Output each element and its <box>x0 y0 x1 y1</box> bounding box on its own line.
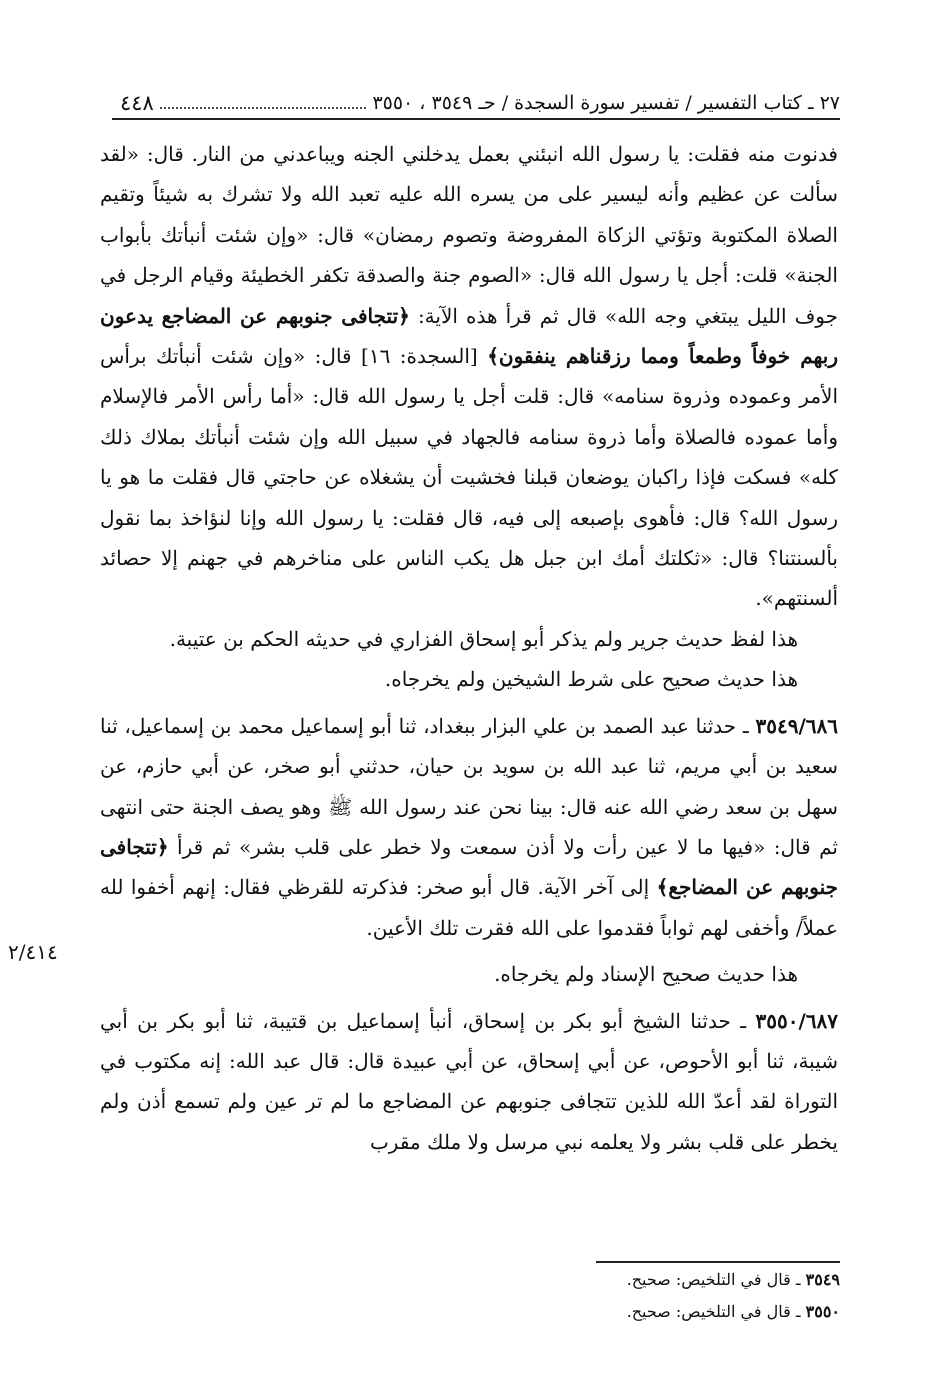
footnote-divider <box>596 1261 840 1263</box>
text-segment: [السجدة: ١٦] قال: «وإن شئت أنبأتك برأس الأمر وعموده وذروة سنامه» قال: قلت أجل يا رسول الله قال: «أما رأس الأمر فالإسلام وأما عموده فالصلاة وأما ذروة سنامه فالجهاد في سبيل الله وإن شئت أنبأتك بملاك ذلك كله» فسكت فإذا راكبان يوضعان قبلنا فخشيت أن يشغلاه عن حاجتي قال فقلت ما هو يا رسول الله؟ قال: فأهوى بإصبعه إلى فيه، قال فقلت: يا رسول الله وإنا لنؤاخذ بما نقول بألسنتنا؟ قال: «ثكلتك أمك ابن جبل هل يكب الناس على مناخرهم في جهنم إلا حصائد ألسنتهم». <box>100 344 838 611</box>
hadith-number: ٣٥٤٩/٦٨٦ <box>755 713 838 738</box>
body-text <box>100 134 838 1162</box>
header-title: ٢٧ ـ كتاب التفسير / تفسير سورة السجدة / حـ ٣٥٤٩ ، ٣٥٥٠ <box>372 92 840 114</box>
footnote-text: ـ قال في التلخيص: صحيح. <box>626 1302 801 1321</box>
hadith-number: ٣٥٥٠/٦٨٧ <box>755 1008 838 1033</box>
running-header <box>112 84 840 120</box>
header-leader-dots <box>160 106 367 109</box>
footnote-number: ٣٥٥٠ <box>805 1302 840 1321</box>
footnote <box>420 1296 840 1328</box>
paragraph-note: هذا لفظ حديث جرير ولم يذكر أبو إسحاق الفزاري في حديثه الحكم بن عتيبة. <box>169 626 798 651</box>
text-segment: ـ حدثنا الشيخ أبو بكر بن إسحاق، أنبأ إسماعيل بن قتيبة، ثنا أبو بكر بن أبي شيبة، ثنا أبو الأحوص، عن أبي إسحاق، عن أبي عبيدة قال: قال عبد الله: إنه مكتوب في التوراة لقد أعدّ الله للذين تتجافى جنوبهم عن المضاجع ما لم تر عين ولم تسمع أذن ولم يخطر على قلب بشر ولا يعلمه نبي مرسل ولا ملك مقرب <box>100 1008 838 1154</box>
text-segment: إلى آخر الآية. قال أبو صخر: فذكرته للقرظي فقال: إنهم أخفوا لله عملاً/ وأخفى لهم ثواباً فقدموا على الله فقرت تلك الأعين. <box>100 875 838 940</box>
paragraph-grading: هذا حديث صحيح الإسناد ولم يخرجاه. <box>494 962 798 987</box>
paragraph-hadith-3548-end <box>100 134 838 619</box>
margin-reference: ٢/٤١٤ <box>8 940 58 964</box>
text-segment: ـ حدثنا عبد الصمد بن علي البزار ببغداد، ثنا أبو إسماعيل محمد بن إسماعيل، ثنا سعيد بن أبي مريم، ثنا عبد الله بن سويد بن حيان، حدثني أبو صخر، عن أبي حازم، عن سهل بن سعد رضي الله عنه قال: بينا نحن عند رسول الله ﷺ وهو يصف الجنة حتى انتهى ثم قال: «فيها ما لا عين رأت ولا أذن سمعت ولا خطر على قلب بشر» ثم قرأ <box>100 713 839 859</box>
footnote-number: ٣٥٤٩ <box>805 1270 840 1289</box>
paragraph-grading: هذا حديث صحيح على شرط الشيخين ولم يخرجاه. <box>384 667 798 692</box>
footnote <box>420 1264 840 1296</box>
paragraph-hadith-3550 <box>100 1001 838 1163</box>
text-segment: فدنوت منه فقلت: يا رسول الله انبئني بعمل يدخلني الجنه ويباعدني من النار. قال: «لقد سألت عن عظيم وأنه ليسير على من يسره الله عليه تعبد الله ولا تشرك به شيئاً وتقيم الصلاة المكتوبة وتؤتي الزكاة المفروضة وتصوم رمضان» قال: «وإن شئت أنبأتك بأبواب الجنة» قلت: أجل يا رسول الله قال: «الصوم جنة والصدقة تكفر الخطيئة وقيام الرجل في جوف الليل يبتغي وجه الله» قال ثم قرأ هذه الآية: <box>100 142 838 328</box>
footnote-text: ـ قال في التلخيص: صحيح. <box>626 1270 801 1289</box>
quran-verse: ﴿تتجافى جنوبهم عن المضاجع﴾ <box>100 834 838 900</box>
paragraph-hadith-3549 <box>100 706 838 948</box>
quran-verse: ﴿تتجافى جنوبهم عن المضاجع يدعون ربهم خوفاً وطمعاً ومما رزقناهم ينفقون﴾ <box>100 303 838 369</box>
page-number: ٤٤٨ <box>120 91 154 115</box>
footnotes <box>420 1264 840 1328</box>
